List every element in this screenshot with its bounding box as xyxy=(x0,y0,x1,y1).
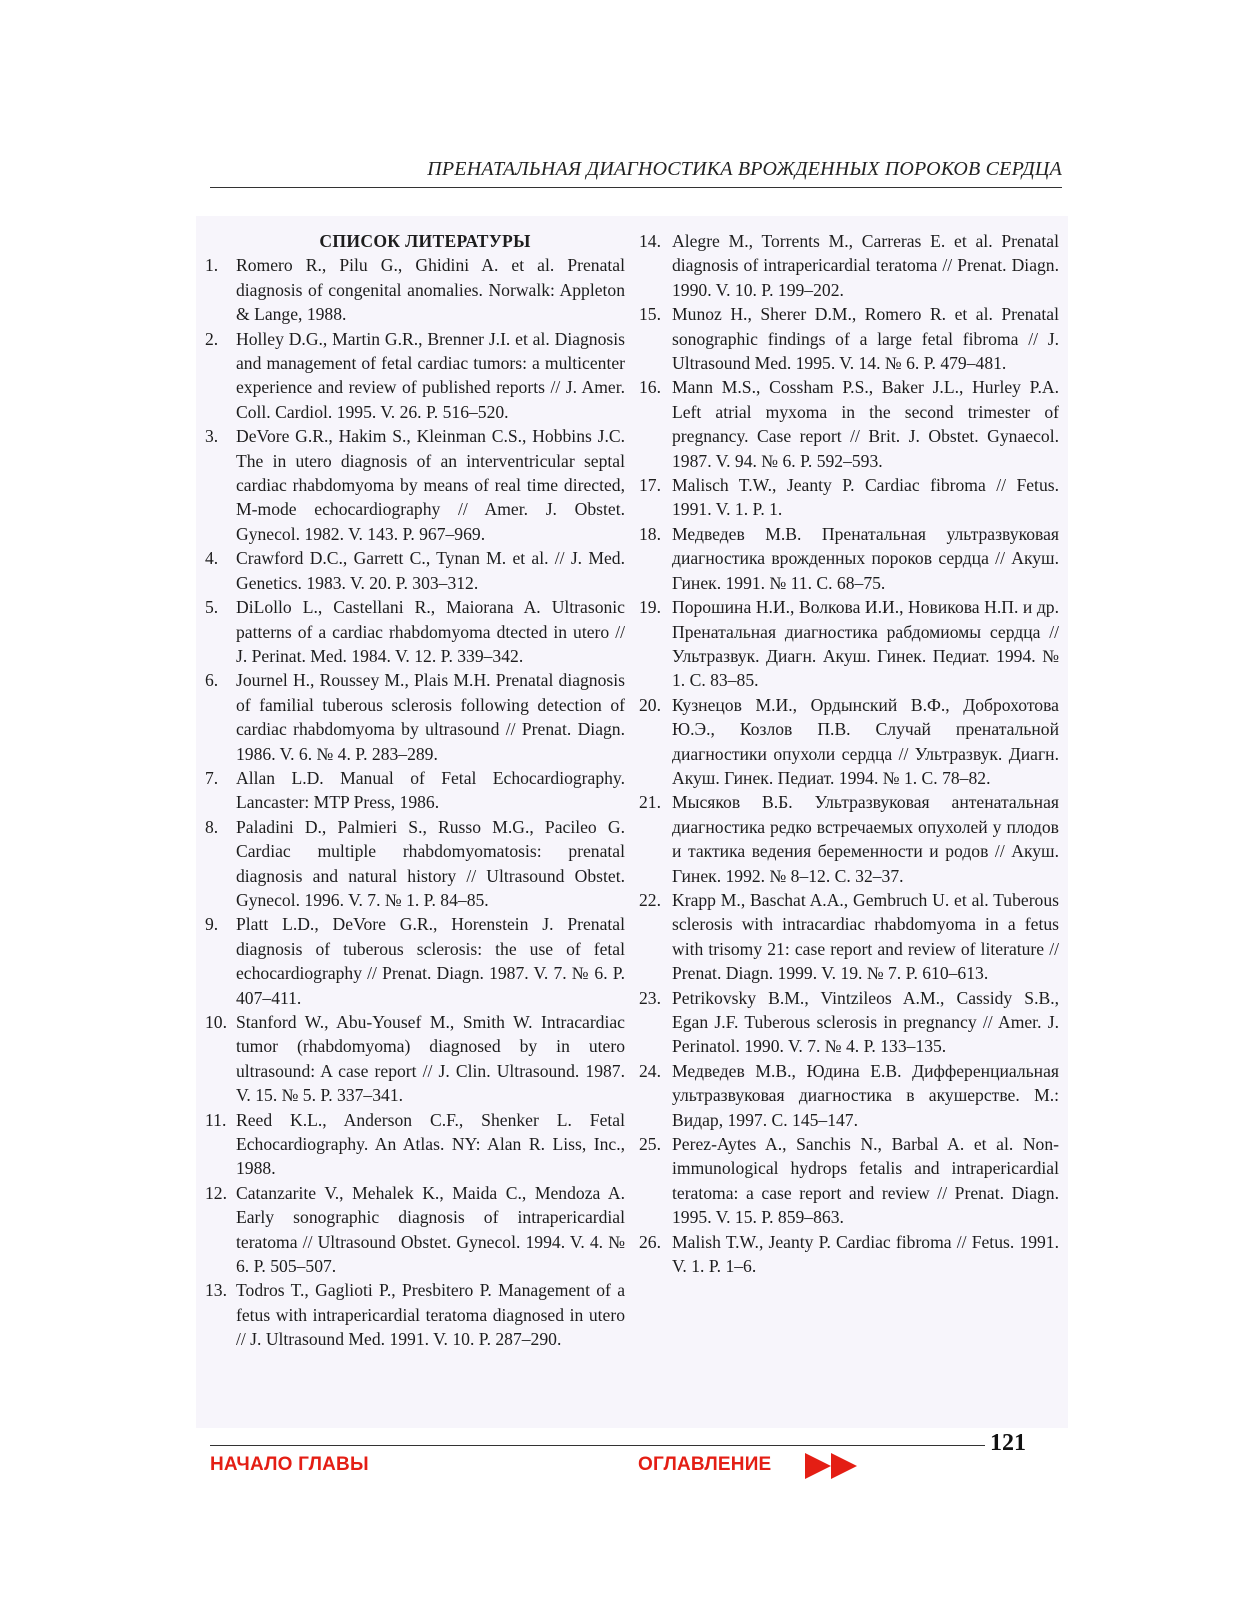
reference-text: Reed K.L., Anderson C.F., Shenker L. Fetal Echocardiography. An Atlas. NY: Alan R. Liss, Inc., 1988. xyxy=(236,1109,625,1179)
reference-text: Медведев М.В. Пренатальная ультразвуковая диагностика врожденных пороков сердца // Акуш. Гинек. 1991. № 11. С. 68–75. xyxy=(672,523,1059,593)
reference-text: Holley D.G., Martin G.R., Brenner J.I. et al. Diagnosis and management of fetal cardiac tumors: a multicenter experience and review of published reports // J. Amer. Coll. Cardiol. 1995. V. 26. P. 516–520. xyxy=(236,328,625,422)
reference-text: Alegre M., Torrents M., Carreras E. et al. Prenatal diagnosis of intrapericardial teratoma // Prenat. Diagn. 1990. V. 10. P. 199–202. xyxy=(672,231,1059,300)
reference-text: Romero R., Pilu G., Ghidini A. et al. Prenatal diagnosis of congenital anomalies. Norwalk: Appleton & Lange, 1988. xyxy=(236,255,625,325)
references-column-left xyxy=(205,229,625,1352)
reference-number: 17. xyxy=(639,475,661,496)
reference-text: Stanford W., Abu-Yousef M., Smith W. Intracardiac tumor (rhabdomyoma) diagnosed by in utero ultrasound: A case report // J. Clin. Ultrasound. 1987. V. 15. № 5. P. 337–341. xyxy=(236,1012,625,1106)
reference-number: 18. xyxy=(639,523,661,544)
reference-item xyxy=(639,1132,1059,1230)
reference-number: 16. xyxy=(639,377,661,398)
reference-item xyxy=(205,1278,625,1351)
reference-item xyxy=(205,595,625,668)
reference-item xyxy=(639,302,1059,375)
reference-text: Медведев М.В., Юдина Е.В. Дифференциальная ультразвуковая диагностика в акушерстве. М.: Видар, 1997. С. 145–147. xyxy=(672,1060,1059,1130)
reference-number: 13. xyxy=(205,1280,227,1301)
page-number: 121 xyxy=(990,1430,1026,1456)
references-column-right xyxy=(639,229,1059,1278)
reference-text: Mann M.S., Cossham P.S., Baker J.L., Hurley P.A. Left atrial myxoma in the second trimester of pregnancy. Case report // Brit. J. Obstet. Gynaecol. 1987. V. 94. № 6. P. 592–593. xyxy=(672,377,1059,471)
reference-number: 12. xyxy=(205,1182,227,1203)
reference-item xyxy=(205,1010,625,1108)
reference-number: 21. xyxy=(639,792,661,813)
reference-number: 3. xyxy=(205,426,219,447)
reference-item xyxy=(639,595,1059,693)
reference-text: Journel H., Roussey M., Plais M.H. Prenatal diagnosis of familial tuberous sclerosis following detection of cardiac rhabdomyoma by ultrasound // Prenat. Diagn. 1986. V. 6. № 4. P. 283–289. xyxy=(236,670,625,764)
reference-text: Allan L.D. Manual of Fetal Echocardiography. Lancaster: MTP Press, 1986. xyxy=(236,767,625,813)
reference-number: 6. xyxy=(205,670,219,691)
double-arrow-right-icon[interactable] xyxy=(805,1452,861,1480)
reference-number: 1. xyxy=(205,255,219,276)
reference-number: 7. xyxy=(205,767,219,788)
reference-item xyxy=(205,815,625,913)
reference-item xyxy=(639,1059,1059,1132)
reference-number: 26. xyxy=(639,1231,661,1252)
reference-item xyxy=(205,766,625,815)
reference-text: Todros T., Gaglioti P., Presbitero P. Management of a fetus with intrapericardial teratoma diagnosed in utero // J. Ultrasound Med. 1991. V. 10. P. 287–290. xyxy=(236,1280,625,1350)
reference-item xyxy=(205,912,625,1010)
reference-item xyxy=(639,888,1059,986)
reference-text: Petrikovsky B.M., Vintzileos A.M., Cassidy S.B., Egan J.F. Tuberous sclerosis in pregnancy // Amer. J. Perinatol. 1990. V. 7. № 4. P. 133–135. xyxy=(672,987,1059,1057)
reference-number: 19. xyxy=(639,597,661,618)
reference-text: Кузнецов М.И., Ордынский В.Ф., Доброхотова Ю.Э., Козлов П.В. Случай пренатальной диагностики опухоли сердца // Ультразвук. Диагн. Акуш. Гинек. Педиат. 1994. № 1. С. 78–82. xyxy=(672,694,1059,788)
reference-text: Munoz H., Sherer D.M., Romero R. et al. Prenatal sonographic findings of a large fetal fibroma // J. Ultrasound Med. 1995. V. 14. № 6. P. 479–481. xyxy=(672,304,1059,374)
reference-number: 22. xyxy=(639,889,661,910)
arrow-head-first xyxy=(805,1453,831,1479)
reference-text: Malisch T.W., Jeanty P. Cardiac fibroma // Fetus. 1991. V. 1. P. 1. xyxy=(672,475,1059,520)
chapter-start-link[interactable]: НАЧАЛО ГЛАВЫ xyxy=(210,1454,369,1475)
reference-number: 14. xyxy=(639,231,661,251)
references-list-left xyxy=(205,253,625,1351)
section-title: СПИСОК ЛИТЕРАТУРЫ xyxy=(319,231,531,251)
reference-item xyxy=(639,1230,1059,1279)
reference-text: Мысяков В.Б. Ультразвуковая антенатальная диагностика редко встречаемых опухолей у плодов и тактика ведения беременности и родов // Акуш. Гинек. 1992. № 8–12. С. 32–37. xyxy=(672,792,1059,886)
reference-number: 15. xyxy=(639,304,661,325)
reference-text: Krapp M., Baschat A.A., Gembruch U. et al. Tuberous sclerosis with intracardiac rhabdomyoma in a fetus with trisomy 21: case report and review of literature // Prenat. Diagn. 1999. V. 19. № 7. P. 610–613. xyxy=(672,889,1059,984)
reference-number: 4. xyxy=(205,548,219,569)
reference-item xyxy=(639,375,1059,473)
reference-number: 5. xyxy=(205,597,219,618)
reference-text: DeVore G.R., Hakim S., Kleinman C.S., Hobbins J.C. The in utero diagnosis of an interventricular septal cardiac rhabdomyoma by means of real time directed, M-mode echocardiography // Amer. J. Obstet. Gynecol. 1982. V. 143. P. 967–969. xyxy=(236,426,625,544)
reference-item xyxy=(205,253,625,326)
reference-item xyxy=(205,327,625,425)
reference-text: Platt L.D., DeVore G.R., Horenstein J. Prenatal diagnosis of tuberous sclerosis: the use of fetal echocardiography // Prenat. Diagn. 1987. V. 7. № 6. P. 407–411. xyxy=(236,914,625,1008)
reference-item xyxy=(639,790,1059,888)
running-head: ПРЕНАТАЛЬНАЯ ДИАГНОСТИКА ВРОЖДЕННЫХ ПОРОКОВ СЕРДЦА xyxy=(427,158,1062,180)
reference-item xyxy=(639,522,1059,595)
reference-number: 9. xyxy=(205,914,219,935)
reference-text: Malish T.W., Jeanty P. Cardiac fibroma // Fetus. 1991. V. 1. P. 1–6. xyxy=(672,1231,1059,1277)
reference-item xyxy=(639,229,1059,302)
reference-number: 25. xyxy=(639,1134,661,1155)
reference-item xyxy=(639,986,1059,1059)
reference-text: Perez-Aytes A., Sanchis N., Barbal A. et al. Non-immunological hydrops fetalis and intrapericardial teratoma: a case report and review // Prenat. Diagn. 1995. V. 15. P. 859–863. xyxy=(672,1134,1059,1228)
reference-item xyxy=(639,693,1059,791)
reference-number: 2. xyxy=(205,328,219,349)
reference-number: 23. xyxy=(639,987,661,1008)
reference-item xyxy=(205,546,625,595)
reference-item xyxy=(639,473,1059,522)
references-list-right xyxy=(639,229,1059,1278)
reference-number: 11. xyxy=(205,1109,227,1130)
reference-text: Crawford D.C., Garrett C., Tynan M. et al. // J. Med. Genetics. 1983. V. 20. P. 303–312. xyxy=(236,548,625,593)
reference-number: 10. xyxy=(205,1012,227,1032)
table-of-contents-link[interactable]: ОГЛАВЛЕНИЕ xyxy=(638,1454,772,1475)
reference-item xyxy=(205,668,625,766)
reference-item xyxy=(205,1181,625,1279)
reference-number: 8. xyxy=(205,816,219,837)
arrow-head-second xyxy=(831,1453,857,1479)
reference-text: Catanzarite V., Mehalek K., Maida C., Mendoza A. Early sonographic diagnosis of intrapericardial teratoma // Ultrasound Obstet. Gynecol. 1994. V. 4. № 6. P. 505–507. xyxy=(236,1182,625,1277)
reference-number: 20. xyxy=(639,694,661,715)
reference-text: Порошина Н.И., Волкова И.И., Новикова Н.П. и др. Пренатальная диагностика рабдомиомы сердца // Ультразвук. Диагн. Акуш. Гинек. Педиат. 1994. № 1. С. 83–85. xyxy=(672,597,1059,691)
reference-item xyxy=(205,424,625,546)
reference-item xyxy=(205,1108,625,1181)
reference-text: Paladini D., Palmieri S., Russo M.G., Pacileo G. Cardiac multiple rhabdomyomatosis: prenatal diagnosis and natural history // Ultrasound Obstet. Gynecol. 1996. V. 7. № 1. P. 84–85. xyxy=(236,816,625,910)
reference-number: 24. xyxy=(639,1060,661,1081)
footer-rule xyxy=(210,1445,985,1446)
reference-text: DiLollo L., Castellani R., Maiorana A. Ultrasonic patterns of a cardiac rhabdomyoma dtected in utero // J. Perinat. Med. 1984. V. 12. P. 339–342. xyxy=(236,597,625,666)
header-rule xyxy=(210,187,1062,188)
